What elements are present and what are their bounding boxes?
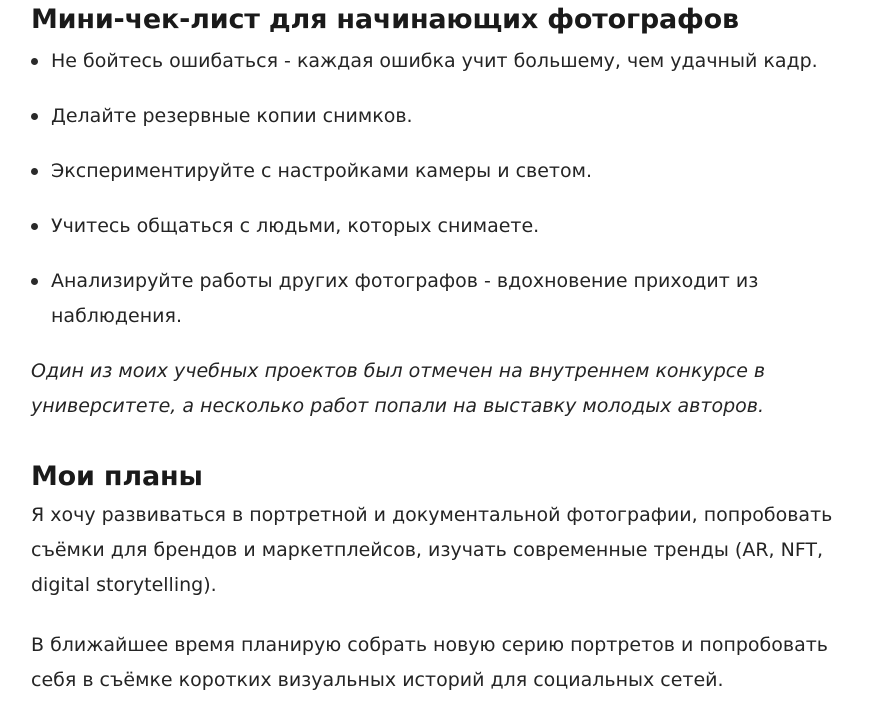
- plans-heading: Мои планы: [31, 461, 203, 492]
- bullet-icon: [31, 58, 38, 65]
- list-item-text: Не бойтесь ошибаться - каждая ошибка учит большему, чем удачный кадр.: [51, 50, 818, 72]
- plans-paragraph: Я хочу развиваться в портретной и документальной фотографии, попробовать съёмки для брендов и маркетплейсов, изучать современные тренды (AR, NFT, digital storytelling).: [31, 504, 833, 596]
- bullet-icon: [31, 278, 38, 285]
- list-item: [31, 264, 860, 334]
- bullet-icon: [31, 168, 38, 175]
- list-item: [31, 154, 860, 189]
- list-item-text: Экспериментируйте с настройками камеры и светом.: [51, 160, 592, 182]
- achievement-note: Один из моих учебных проектов был отмечен на внутреннем конкурсе в университете, а несколько работ попали на выставку молодых авторов.: [31, 360, 766, 417]
- list-item: [31, 99, 860, 134]
- checklist-heading: Мини-чек-лист для начинающих фотографов: [31, 4, 739, 35]
- list-item-text: Анализируйте работы других фотографов - вдохновение приходит из наблюдения.: [51, 270, 759, 327]
- plans-paragraph: В ближайшее время планирую собрать новую серию портретов и попробовать себя в съёмке коротких визуальных историй для социальных сетей.: [31, 634, 829, 691]
- checklist: [31, 44, 860, 334]
- bullet-icon: [31, 223, 38, 230]
- list-item: [31, 44, 860, 79]
- bullet-icon: [31, 113, 38, 120]
- list-item: [31, 209, 860, 244]
- list-item-text: Делайте резервные копии снимков.: [51, 105, 413, 127]
- list-item-text: Учитесь общаться с людьми, которых снимаете.: [51, 215, 540, 237]
